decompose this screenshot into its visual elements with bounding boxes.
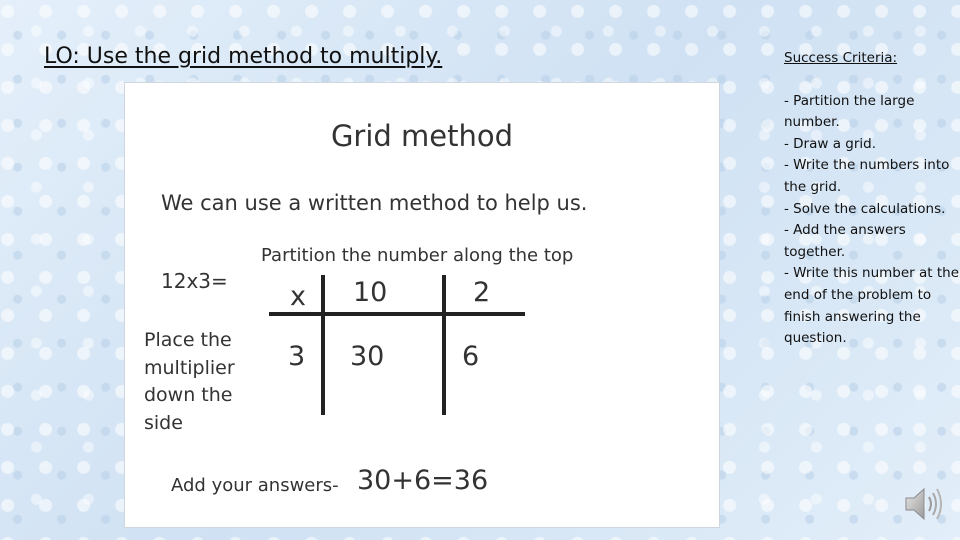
- intro-text: We can use a written method to help us.: [161, 191, 588, 215]
- criteria-item: - Partition the large number.: [784, 92, 915, 131]
- criteria-item: - Draw a grid.: [784, 135, 877, 152]
- criteria-item: - Write the numbers into the grid.: [784, 157, 950, 195]
- add-answers-result: 30+6=36: [357, 465, 489, 496]
- side-label-line: down the: [144, 384, 233, 406]
- success-criteria: [784, 48, 960, 350]
- side-label-line: Place the: [144, 329, 232, 351]
- criteria-item: - Solve the calculations.: [784, 200, 946, 217]
- grid-cell-value: 30: [350, 341, 385, 372]
- grid-top-value: 2: [473, 277, 491, 308]
- panel-heading: Grid method: [330, 119, 514, 153]
- grid-corner-symbol: x: [290, 281, 306, 312]
- grid-vertical-line-left: [321, 275, 325, 415]
- partition-label: Partition the number along the top: [261, 245, 574, 266]
- grid-top-value: 10: [353, 277, 388, 308]
- speaker-icon[interactable]: [902, 484, 946, 524]
- side-label-line: multiplier: [144, 356, 235, 379]
- grid-method-panel: [124, 82, 720, 528]
- add-answers-label: Add your answers-: [171, 475, 339, 496]
- grid-horizontal-line: [269, 312, 525, 316]
- multiplication-expression: 12x3=: [161, 269, 228, 293]
- side-label: [144, 327, 235, 437]
- grid-vertical-line-right: [442, 275, 446, 415]
- side-label-line: side: [144, 411, 183, 434]
- criteria-item: - Write this number at the end of the problem to finish answering the question.: [784, 265, 960, 347]
- grid-side-value: 3: [288, 341, 306, 372]
- criteria-item: - Add the answers together.: [784, 222, 906, 260]
- grid-cell-value: 6: [462, 341, 480, 372]
- success-criteria-title: Success Criteria:: [784, 50, 898, 66]
- lesson-objective-title: LO: Use the grid method to multiply.: [44, 44, 443, 69]
